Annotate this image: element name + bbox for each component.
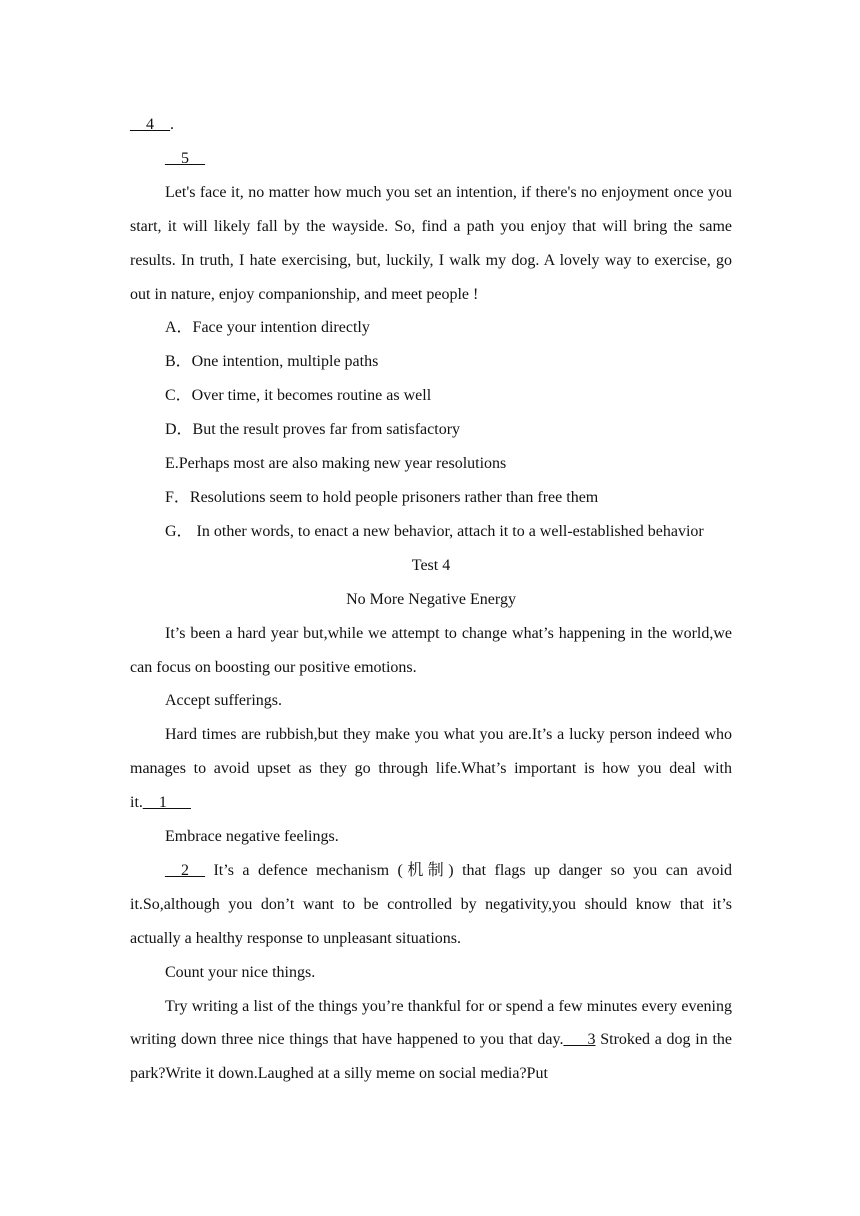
option-a: A．Face your intention directly xyxy=(165,319,370,337)
option-g: G． In other words, to enact a new behavior, attach it to a well-established behavior xyxy=(165,522,704,540)
blank-1: __1___ xyxy=(142,794,191,812)
blank-5: __5__ xyxy=(165,149,205,167)
option-d: D．But the result proves far from satisfactory xyxy=(165,421,461,439)
option-b: B．One intention, multiple paths xyxy=(165,353,379,371)
paragraph-3-text-2: Stroked a dog in the park?Write it down.Laughed at a silly meme on social media?Put xyxy=(130,1031,732,1083)
blank-5-line xyxy=(130,142,732,176)
article-title: No More Negative Energy xyxy=(346,590,516,608)
heading-count: Count your nice things. xyxy=(165,963,316,981)
paragraph-2-text: It’s a defence mechanism (机制) that flags up danger so you can avoid it.So,although you don’t want to be controlled by negativity,you should know that it’s actually a healthy response to unpleasant situations. xyxy=(130,861,732,947)
test-heading: Test 4 xyxy=(411,556,451,574)
blank-4-tail: . xyxy=(170,116,174,133)
blank-4-line xyxy=(130,108,732,142)
blank-2: __2__ xyxy=(165,861,205,879)
document-page xyxy=(130,108,732,1091)
heading-embrace: Embrace negative feelings. xyxy=(165,828,339,846)
paragraph-2 xyxy=(130,854,732,956)
blank-4: __4__ xyxy=(130,116,170,133)
paragraph-3 xyxy=(130,990,732,1092)
intro-paragraph: It’s been a hard year but,while we attempt to change what’s happening in the world,we can focus on boosting our positive emotions. xyxy=(130,624,732,676)
paragraph-1-text: Hard times are rubbish,but they make you what you are.It’s a lucky person indeed who manages to avoid upset as they go through life.What’s important is how you deal with it. xyxy=(130,726,732,812)
option-f: F．Resolutions seem to hold people prisoners rather than free them xyxy=(165,488,599,506)
blank-3: ___3 xyxy=(563,1031,596,1049)
paragraph-3-text: Try writing a list of the things you’re thankful for or spend a few minutes every evening writing down three nice things that have happened to you that day. xyxy=(130,997,732,1049)
paragraph-1 xyxy=(130,718,732,820)
option-c: C．Over time, it becomes routine as well xyxy=(165,387,432,405)
option-e: E.Perhaps most are also making new year resolutions xyxy=(165,455,507,473)
heading-accept: Accept sufferings. xyxy=(165,692,282,710)
paragraph-enjoy: Let's face it, no matter how much you set an intention, if there's no enjoyment once you start, it will likely fall by the wayside. So, find a path you enjoy that will bring the same results. In truth, I hate exercising, but, luckily, I walk my dog. A lovely way to exercise, go out in nature, enjoy companionship, and meet people ! xyxy=(130,183,732,303)
